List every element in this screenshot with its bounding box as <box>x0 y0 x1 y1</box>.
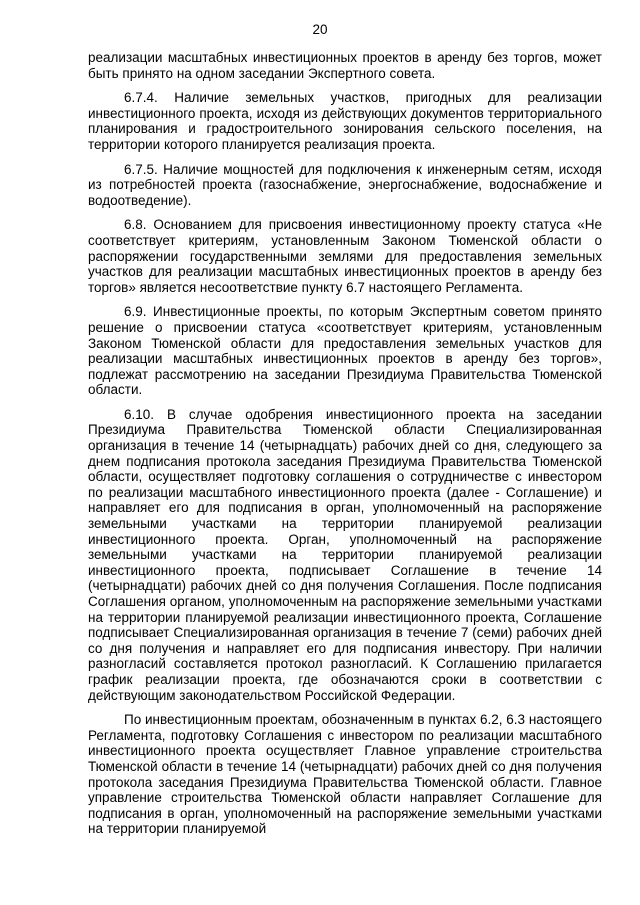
paragraph-6-8: 6.8. Основанием для присвоения инвестиционному проекту статуса «Не соответствует критериям, установленным Законом Тюменской области о распоряжении государственными землями для предоставления земельных участков для реализации масштабных инвестиционных проектов в аренду без торгов» является несоответствие пункту 6.7 настоящего Регламента. <box>88 217 602 295</box>
paragraph-6-7-4: 6.7.4. Наличие земельных участков, пригодных для реализации инвестиционного проекта, исходя из действующих документов территориального планирования и градостроительного зонирования сельского поселения, на территории которого планируется реализация проекта. <box>88 90 602 152</box>
paragraph-construction-agreement: По инвестиционным проектам, обозначенным в пунктах 6.2, 6.3 настоящего Регламента, подготовку Соглашения с инвестором по реализации масштабного инвестиционного проекта осуществляет Главное управление строительства Тюменской области в течение 14 (четырнадцати) рабочих дней со дня получения протокола заседания Президиума Правительства Тюменской области. Главное управление строительства Тюменской области направляет Соглашение для подписания в орган, уполномоченный на распоряжение земельными участками на территории планируемой <box>88 712 602 837</box>
page-number: 20 <box>312 22 328 37</box>
paragraph-continuation: реализации масштабных инвестиционных проектов в аренду без торгов, может быть принято на одном заседании Экспертного совета. <box>88 50 602 81</box>
document-body <box>88 50 602 846</box>
paragraph-6-7-5: 6.7.5. Наличие мощностей для подключения к инженерным сетям, исходя из потребностей проекта (газоснабжение, энергоснабжение, водоснабжение и водоотведение). <box>88 161 602 208</box>
paragraph-6-10: 6.10. В случае одобрения инвестиционного проекта на заседании Президиума Правительства Тюменской области Специализированная организация в течение 14 (четырнадцать) рабочих дней со дня, следующего за днем подписания протокола заседания Президиума Правительства Тюменской области, осуществляет подготовку соглашения о сотрудничестве с инвестором по реализации масштабного инвестиционного проекта (далее - Соглашение) и направляет его для подписания в орган, уполномоченный на распоряжение земельными участками на территории планируемой реализации инвестиционного проекта. Орган, уполномоченный на распоряжение земельными участками на территории планируемой реализации инвестиционного проекта, подписывает Соглашение в течение 14 (четырнадцати) рабочих дней со дня получения Соглашения. После подписания Соглашения органом, уполномоченным на распоряжение земельными участками на территории планируемой реализации инвестиционного проекта, Соглашение подписывает Специализированная организация в течение 7 (семи) рабочих дней со дня получения и направляет его для подписания инвестору. При наличии разногласий составляется протокол разногласий. К Соглашению прилагается график реализации проекта, где обозначаются сроки в соответствии с действующим законодательством Российской Федерации. <box>88 406 602 703</box>
paragraph-6-9: 6.9. Инвестиционные проекты, по которым Экспертным советом принято решение о присвоении статуса «соответствует критериям, установленным Законом Тюменской области для предоставления земельных участков для реализации масштабных инвестиционных проектов в аренду без торгов», подлежат рассмотрению на заседании Президиума Правительства Тюменской области. <box>88 304 602 398</box>
